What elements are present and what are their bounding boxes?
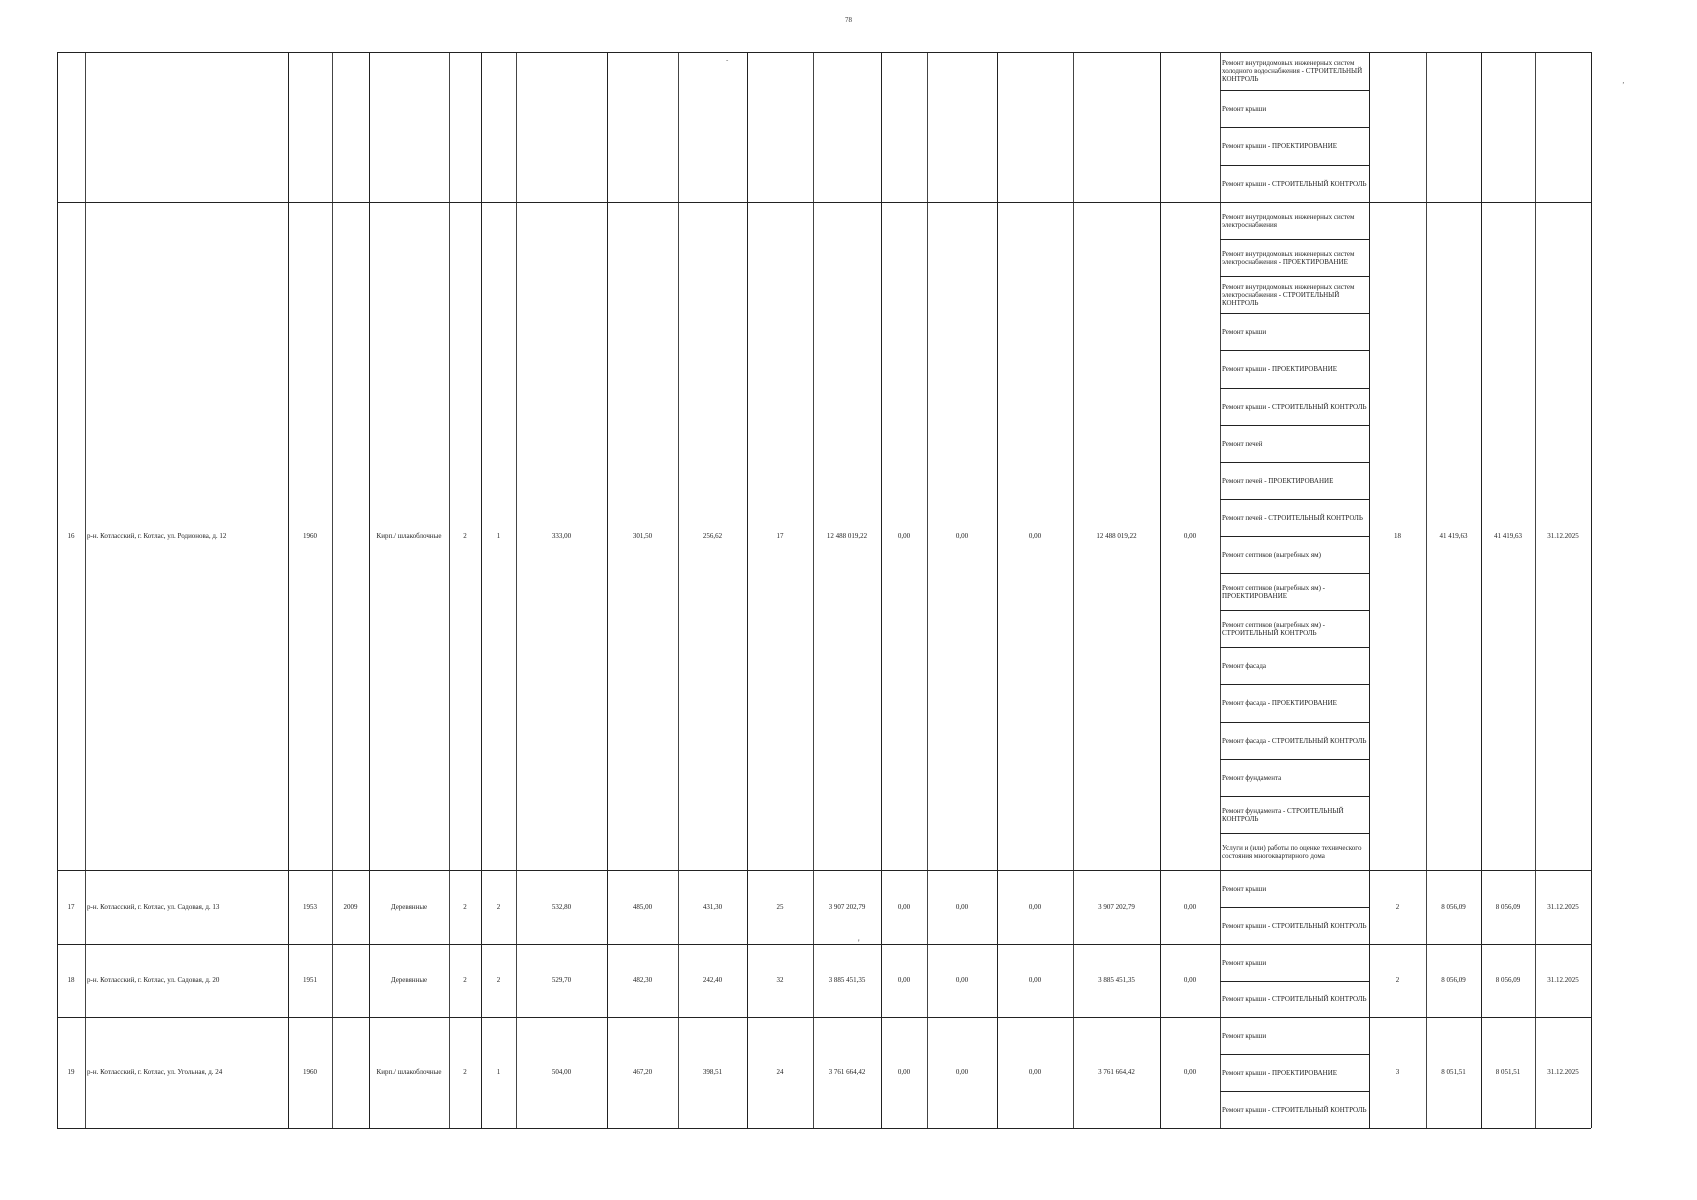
cell-area-residential: 398,51 — [702, 1068, 723, 1077]
cell-year-built: 1960 — [303, 531, 317, 540]
cell-num: 17 — [67, 902, 75, 911]
cell-residents: 17 — [776, 531, 784, 540]
page-number: 78 — [845, 16, 852, 24]
scan-speck-mark: ‚ — [1622, 76, 1625, 85]
cell-walls: Деревянные — [390, 902, 428, 911]
work-item — [1220, 1017, 1369, 1054]
work-item-label: Ремонт внутридомовых инженерных систем электроснабжения — [1222, 213, 1355, 230]
cell-unit-cost-limit: 41 419,63 — [1494, 531, 1522, 540]
work-item — [1220, 499, 1369, 536]
cell-fund-local: 0,00 — [1028, 976, 1042, 985]
cell-deadline: 31.12.2025 — [1547, 531, 1579, 540]
cell-walls: Кирп./ шлакоблочные — [376, 531, 442, 540]
cell-fund-owners: 12 488 019,22 — [1096, 531, 1137, 540]
cell-entrances: 2 — [496, 902, 501, 911]
work-item — [1220, 239, 1369, 276]
work-item — [1220, 907, 1369, 944]
cell-fund-other: 0,00 — [1183, 531, 1197, 540]
work-item-label: Ремонт внутридомовых инженерных систем электроснабжения - ПРОЕКТИРОВАНИЕ — [1222, 250, 1355, 267]
work-item — [1220, 833, 1369, 870]
work-item — [1220, 90, 1369, 128]
cell-fund-local: 0,00 — [1028, 531, 1042, 540]
cell-fund-owners: 3 761 664,42 — [1098, 1068, 1135, 1077]
work-item — [1220, 610, 1369, 647]
cell-unit-cost-limit: 8 056,09 — [1495, 976, 1521, 985]
cell-deadline: 31.12.2025 — [1547, 1068, 1579, 1077]
cell-area-total: 333,00 — [551, 531, 572, 540]
work-item — [1220, 1091, 1369, 1128]
work-item — [1220, 759, 1369, 796]
cell-fund-regional: 0,00 — [955, 902, 969, 911]
work-item-label: Ремонт крыши — [1222, 958, 1267, 967]
work-item-label: Ремонт фундамента — [1222, 773, 1282, 782]
scan-tick-mark: ' — [858, 938, 860, 948]
work-item-label: Ремонт крыши — [1222, 884, 1267, 893]
cell-area-premises: 467,20 — [632, 1068, 653, 1077]
work-item-label: Ремонт фасада - ПРОЕКТИРОВАНИЕ — [1222, 699, 1337, 708]
work-item-label: Ремонт септиков (выгребных ям) - ПРОЕКТИРОВАНИЕ — [1222, 584, 1325, 601]
cell-address: р-н. Котласский, г. Котлас, ул. Садовая, д. 20 — [87, 976, 220, 985]
cell-fund-local: 0,00 — [1028, 1068, 1042, 1077]
cell-works-count: 3 — [1395, 1068, 1400, 1077]
cell-fund-federal: 0,00 — [897, 976, 911, 985]
work-item-label: Ремонт фасада - СТРОИТЕЛЬНЫЙ КОНТРОЛЬ — [1222, 736, 1367, 745]
cell-floors: 2 — [463, 976, 467, 985]
cell-address: р-н. Котласский, г. Котлас, ул. Садовая, д. 13 — [87, 902, 220, 911]
work-item-label: Ремонт фасада — [1222, 662, 1267, 671]
work-item-label: Ремонт крыши - СТРОИТЕЛЬНЫЙ КОНТРОЛЬ — [1222, 921, 1367, 930]
cell-area-residential: 431,30 — [702, 902, 723, 911]
work-item — [1220, 52, 1369, 90]
work-item — [1220, 981, 1369, 1018]
cell-cost-total: 3 885 451,35 — [828, 976, 866, 985]
cell-entrances: 1 — [496, 1068, 501, 1077]
cell-area-premises: 301,50 — [632, 531, 653, 540]
work-item — [1220, 462, 1369, 499]
cell-entrances: 1 — [496, 531, 501, 540]
cell-residents: 32 — [776, 976, 784, 985]
cell-year-built: 1960 — [303, 1068, 317, 1077]
work-item-label: Ремонт внутридомовых инженерных систем холодного водоснабжения - СТРОИТЕЛЬНЫЙ КОНТРОЛЬ — [1222, 59, 1363, 84]
cell-works-count: 18 — [1394, 531, 1401, 540]
cell-fund-federal: 0,00 — [897, 1068, 911, 1077]
work-item-label: Ремонт крыши - ПРОЕКТИРОВАНИЕ — [1222, 365, 1338, 374]
work-item — [1220, 425, 1369, 462]
cell-area-premises: 482,30 — [632, 976, 653, 985]
cell-fund-federal: 0,00 — [897, 531, 911, 540]
cell-unit-cost: 8 051,51 — [1441, 1068, 1466, 1077]
work-item-label: Ремонт крыши — [1222, 1031, 1267, 1040]
cell-unit-cost: 8 056,09 — [1441, 976, 1466, 985]
cell-cost-total: 3 907 202,79 — [828, 902, 866, 911]
work-item-label: Ремонт крыши — [1222, 328, 1267, 337]
column-line — [1591, 52, 1592, 1128]
scan-dash-mark: - — [726, 56, 729, 64]
cell-cost-total: 12 488 019,22 — [826, 531, 868, 540]
cell-num: 18 — [67, 976, 75, 985]
work-item — [1220, 276, 1369, 313]
cell-floors: 2 — [463, 902, 467, 911]
work-item — [1220, 350, 1369, 387]
work-item-label: Ремонт печей - СТРОИТЕЛЬНЫЙ КОНТРОЛЬ — [1222, 513, 1363, 522]
cell-cost-total: 3 761 664,42 — [828, 1068, 866, 1077]
cell-num: 19 — [67, 1068, 75, 1077]
work-item-label: Ремонт крыши - ПРОЕКТИРОВАНИЕ — [1222, 142, 1338, 151]
cell-year-renov — [332, 944, 369, 1017]
work-item — [1220, 165, 1369, 203]
work-item-label: Ремонт внутридомовых инженерных систем электроснабжения - СТРОИТЕЛЬНЫЙ КОНТРОЛЬ — [1222, 283, 1355, 308]
work-item — [1220, 796, 1369, 833]
cell-fund-regional: 0,00 — [955, 1068, 969, 1077]
cell-residents: 25 — [776, 902, 784, 911]
work-item — [1220, 647, 1369, 684]
work-item — [1220, 127, 1369, 165]
cell-fund-local: 0,00 — [1028, 902, 1042, 911]
cell-year-renov: 2009 — [343, 902, 358, 911]
work-item — [1220, 870, 1369, 907]
cell-year-renov — [332, 1017, 369, 1128]
cell-entrances: 2 — [496, 976, 501, 985]
work-item — [1220, 722, 1369, 759]
cell-walls: Кирп./ шлакоблочные — [376, 1068, 442, 1077]
cell-year-renov — [332, 202, 369, 870]
cell-year-built: 1953 — [303, 902, 317, 911]
work-item-label: Ремонт печей — [1222, 439, 1263, 448]
cell-unit-cost: 41 419,63 — [1439, 531, 1468, 540]
work-item — [1220, 388, 1369, 425]
cell-fund-owners: 3 885 451,35 — [1098, 976, 1135, 985]
work-item-label: Ремонт крыши — [1222, 104, 1267, 113]
work-item-label: Ремонт крыши - СТРОИТЕЛЬНЫЙ КОНТРОЛЬ — [1222, 179, 1367, 188]
cell-unit-cost-limit: 8 051,51 — [1495, 1068, 1521, 1077]
work-item — [1220, 684, 1369, 721]
cell-unit-cost-limit: 8 056,09 — [1495, 902, 1521, 911]
cell-address: р-н. Котласский, г. Котлас, ул. Родионова, д. 12 — [87, 531, 227, 540]
work-item — [1220, 944, 1369, 981]
cell-walls: Деревянные — [390, 976, 428, 985]
work-item-label: Услуги и (или) работы по оценке технического состояния многоквартирного дома — [1222, 843, 1362, 860]
work-item-label: Ремонт септиков (выгребных ям) - СТРОИТЕЛЬНЫЙ КОНТРОЛЬ — [1222, 621, 1325, 638]
work-item-label: Ремонт крыши - ПРОЕКТИРОВАНИЕ — [1222, 1068, 1338, 1077]
work-item — [1220, 573, 1369, 610]
work-item — [1220, 536, 1369, 573]
cell-area-residential: 256,62 — [702, 531, 723, 540]
cell-fund-federal: 0,00 — [897, 902, 911, 911]
cell-num: 16 — [67, 531, 75, 540]
cell-area-total: 532,80 — [551, 902, 572, 911]
cell-fund-other: 0,00 — [1183, 1068, 1197, 1077]
cell-area-residential: 242,40 — [702, 976, 723, 985]
work-item — [1220, 202, 1369, 239]
cell-residents: 24 — [776, 1068, 784, 1077]
capital-repair-table — [57, 52, 1591, 1128]
cell-fund-other: 0,00 — [1183, 976, 1197, 985]
work-item-label: Ремонт септиков (выгребных ям) — [1222, 551, 1321, 560]
work-item-label: Ремонт фундамента - СТРОИТЕЛЬНЫЙ КОНТРОЛЬ — [1222, 806, 1344, 823]
cell-fund-regional: 0,00 — [955, 976, 969, 985]
row-line — [57, 1128, 1591, 1129]
cell-works-count: 2 — [1395, 902, 1400, 911]
work-item — [1220, 313, 1369, 350]
cell-deadline: 31.12.2025 — [1547, 902, 1579, 911]
cell-fund-regional: 0,00 — [955, 531, 969, 540]
cell-year-built: 1951 — [303, 976, 317, 985]
cell-floors: 2 — [463, 531, 467, 540]
cell-deadline: 31.12.2025 — [1547, 976, 1579, 985]
cell-area-total: 529,70 — [551, 976, 572, 985]
cell-unit-cost: 8 056,09 — [1441, 902, 1466, 911]
work-item-label: Ремонт крыши - СТРОИТЕЛЬНЫЙ КОНТРОЛЬ — [1222, 995, 1367, 1004]
cell-fund-owners: 3 907 202,79 — [1098, 902, 1135, 911]
work-item — [1220, 1054, 1369, 1091]
cell-fund-other: 0,00 — [1183, 902, 1197, 911]
cell-address: р-н. Котласский, г. Котлас, ул. Угольная, д. 24 — [87, 1068, 223, 1077]
cell-area-total: 504,00 — [551, 1068, 572, 1077]
cell-works-count: 2 — [1395, 976, 1400, 985]
work-item-label: Ремонт крыши - СТРОИТЕЛЬНЫЙ КОНТРОЛЬ — [1222, 1105, 1367, 1114]
work-item-label: Ремонт печей - ПРОЕКТИРОВАНИЕ — [1222, 476, 1334, 485]
work-item-label: Ремонт крыши - СТРОИТЕЛЬНЫЙ КОНТРОЛЬ — [1222, 402, 1367, 411]
cell-floors: 2 — [463, 1068, 467, 1077]
cell-area-premises: 485,00 — [632, 902, 653, 911]
